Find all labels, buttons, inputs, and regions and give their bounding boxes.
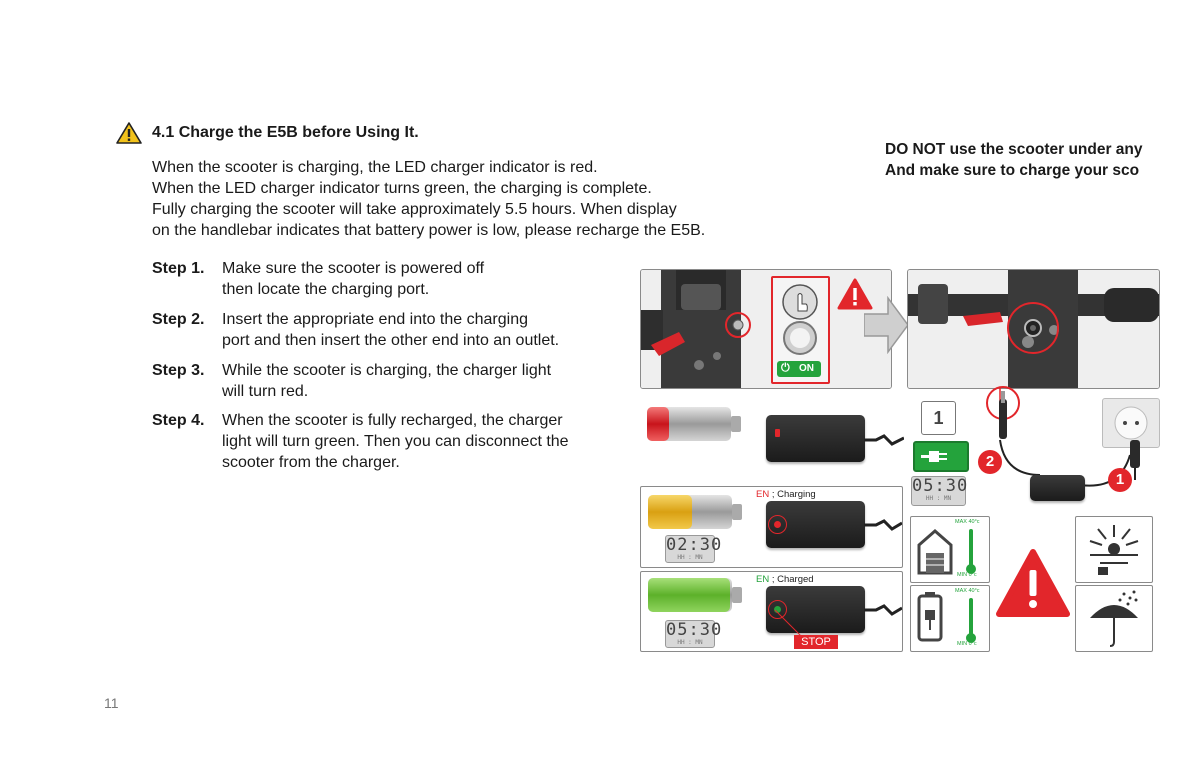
min-temp-label: MIN 0°c bbox=[957, 572, 977, 578]
step-line: When the scooter is fully recharged, the charger bbox=[222, 412, 563, 429]
warning-triangle-icon bbox=[116, 122, 142, 144]
plug-symbol bbox=[915, 443, 967, 470]
garage-icon bbox=[911, 517, 989, 582]
scooter-stem-photo bbox=[640, 269, 892, 389]
marker-1: 1 bbox=[1108, 468, 1132, 492]
intro-line: When the LED charger indicator turns green, the charging is complete. bbox=[152, 180, 652, 197]
step-line: While the scooter is charging, the charger light bbox=[222, 362, 552, 379]
no-rain-panel bbox=[1075, 585, 1153, 652]
charger-led-red bbox=[775, 429, 780, 437]
caption-text: Charging bbox=[777, 489, 816, 500]
step-text bbox=[222, 309, 559, 351]
charger-brick bbox=[1030, 475, 1085, 501]
large-warning-icon bbox=[995, 548, 1071, 618]
warning-line: And make sure to charge your sco bbox=[885, 162, 1140, 179]
power-icon: ⏻ bbox=[781, 362, 790, 374]
battery-low-icon bbox=[645, 403, 745, 445]
calendar-icon: 1 bbox=[921, 401, 956, 435]
timer-unit: HH : MN bbox=[677, 554, 703, 561]
step-line: will turn red. bbox=[222, 383, 309, 400]
sun-icon bbox=[1076, 517, 1152, 582]
charging-plug-icon bbox=[913, 441, 969, 472]
section-title: 4.1 Charge the E5B before Using It. bbox=[152, 124, 419, 141]
charger-cable-3 bbox=[864, 600, 902, 620]
timer-value: 02:30 bbox=[666, 535, 723, 555]
charger-cable-2 bbox=[864, 515, 902, 535]
warning-line: DO NOT use the scooter under any bbox=[885, 141, 1143, 158]
step-line: light will turn green. Then you can disconnect the bbox=[222, 433, 569, 450]
step-line: port and then insert the other end into an outlet. bbox=[222, 332, 560, 349]
marker-2: 2 bbox=[978, 450, 1002, 474]
intro-paragraph bbox=[152, 157, 705, 241]
step-line: Make sure the scooter is powered off bbox=[222, 260, 485, 277]
step-label: Step 2. bbox=[152, 311, 205, 328]
timer-display-charged bbox=[665, 620, 723, 648]
caption-text: Charged bbox=[777, 574, 814, 585]
step-label: Step 4. bbox=[152, 412, 205, 429]
max-temp-label: MAX 40°c bbox=[955, 519, 980, 525]
caption-prefix: EN bbox=[756, 489, 770, 500]
arrow-right-icon bbox=[864, 296, 910, 354]
handlebar-drawing bbox=[908, 270, 1159, 388]
timer-display-charging bbox=[665, 535, 723, 563]
charged-status-panel bbox=[640, 571, 903, 652]
step-line: Insert the appropriate end into the charging bbox=[222, 311, 528, 328]
power-button-callout bbox=[771, 276, 830, 384]
timer-value: 05:30 bbox=[912, 476, 969, 496]
intro-line: Fully charging the scooter will take approximately 5.5 hours. When display bbox=[152, 201, 677, 218]
intro-line: When the scooter is charging, the LED charger indicator is red. bbox=[152, 159, 598, 176]
on-badge bbox=[777, 361, 821, 377]
battery-full-icon bbox=[646, 574, 746, 616]
timer-unit: HH : MN bbox=[925, 495, 952, 502]
step-text bbox=[222, 360, 551, 402]
battery-charge-icon bbox=[911, 586, 989, 651]
charging-caption: EN ; Charging bbox=[756, 489, 816, 500]
charging-status-panel bbox=[640, 486, 903, 568]
min-temp-label: MIN 0°c bbox=[957, 641, 977, 647]
step-text bbox=[222, 410, 569, 473]
led-highlight bbox=[768, 515, 787, 534]
timer-unit: HH : MN bbox=[677, 639, 703, 646]
no-sun-panel bbox=[1075, 516, 1153, 583]
warning-note bbox=[885, 139, 1143, 181]
storage-temp-panel bbox=[910, 516, 990, 583]
charger-cable-1 bbox=[864, 430, 904, 450]
charging-plug-drawing bbox=[986, 385, 1022, 457]
page-number: 11 bbox=[104, 695, 119, 711]
charger-red-light bbox=[766, 415, 865, 462]
caption-prefix: EN bbox=[756, 574, 770, 585]
step-label: Step 1. bbox=[152, 260, 205, 277]
battery-half-icon bbox=[646, 491, 746, 533]
charging-temp-panel bbox=[910, 585, 990, 652]
timer-value: 05:30 bbox=[666, 620, 723, 640]
step-label: Step 3. bbox=[152, 362, 205, 379]
handlebar-photo bbox=[907, 269, 1160, 389]
charger-charging bbox=[766, 501, 865, 548]
on-label: ON bbox=[799, 363, 814, 374]
step-line: scooter from the charger. bbox=[222, 454, 400, 471]
intro-line: on the handlebar indicates that battery power is low, please recharge the E5B. bbox=[152, 222, 706, 239]
charged-caption: EN ; Charged bbox=[756, 574, 814, 585]
step-text bbox=[222, 258, 484, 300]
stop-label: STOP bbox=[794, 635, 838, 649]
umbrella-rain-icon bbox=[1076, 586, 1152, 651]
stop-leader-line bbox=[771, 608, 811, 638]
step-line: then locate the charging port. bbox=[222, 281, 430, 298]
max-temp-label: MAX 40°c bbox=[955, 588, 980, 594]
timer-display-top bbox=[911, 476, 969, 506]
